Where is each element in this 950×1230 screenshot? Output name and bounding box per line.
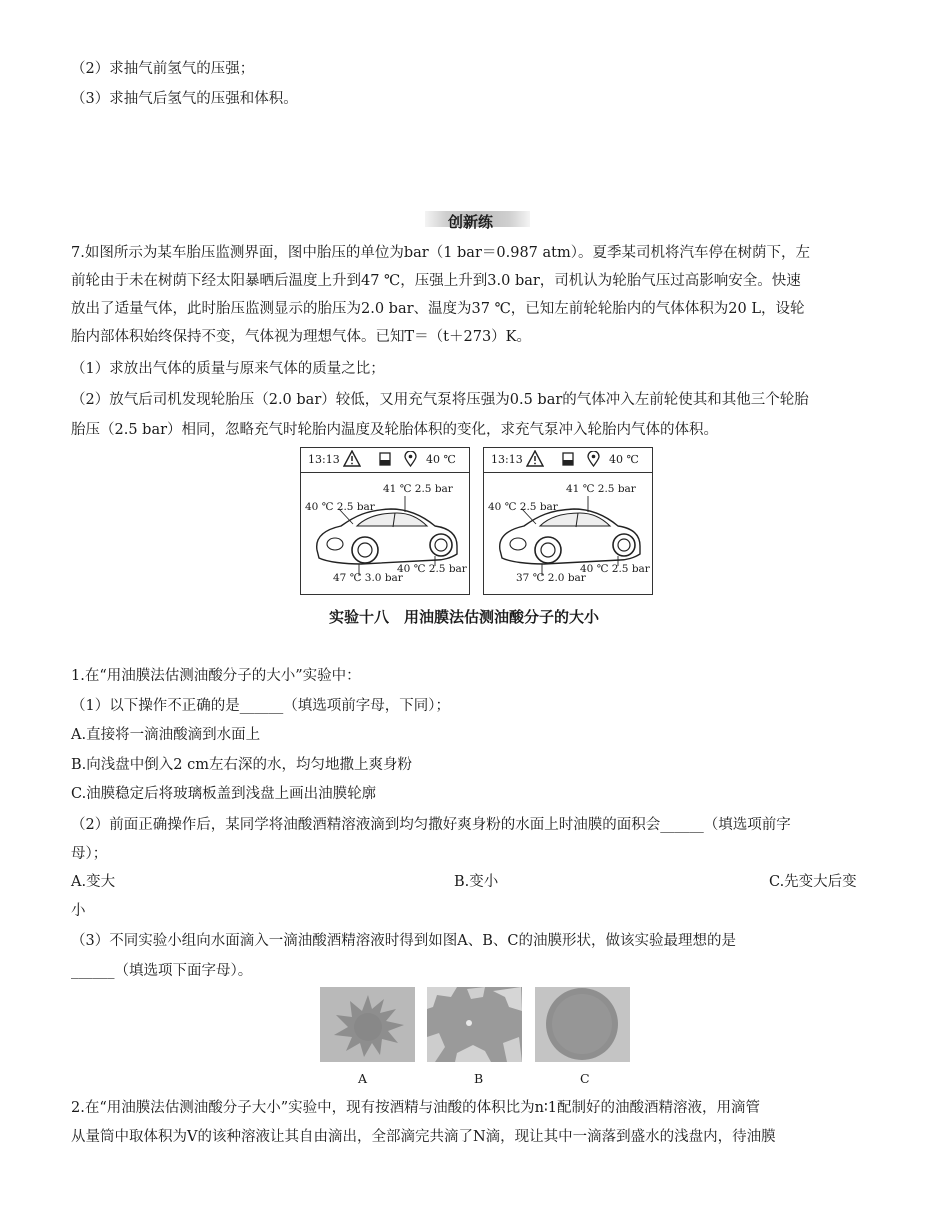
e1-choice-c: C.先变大后变 bbox=[769, 874, 857, 890]
q7-line-2: 前轮由于未在树荫下经太阳暴晒后温度上升到47 ℃，压强上升到3.0 bar，司机认为轮胎气压过高影响安全。快速 bbox=[71, 273, 801, 289]
prev-question-part-3: （3）求抽气后氢气的压强和体积。 bbox=[71, 91, 298, 107]
e1-choice-a: A.变大 bbox=[71, 874, 116, 890]
tpms-rear-left-reading: 40 ℃ 2.5 bar bbox=[488, 501, 558, 513]
tpms-rear-right-reading: 41 ℃ 2.5 bar bbox=[383, 483, 453, 495]
e2-line-2: 从量筒中取体积为V的该种溶液让其自由滴出，全部滴完共滴了N滴，现让其中一滴落到盛水的浅盘内，待油膜 bbox=[71, 1129, 776, 1145]
q7-line-1: 7.如图所示为某车胎压监测界面，图中胎压的单位为bar（1 bar＝0.987 atm）。夏季某司机将汽车停在树荫下，左 bbox=[71, 245, 810, 261]
e1-part-3-line-1: （3）不同实验小组向水面滴入一滴油酸酒精溶液时得到如图A、B、C的油膜形状，做该实验最理想的是 bbox=[71, 933, 736, 949]
q7-line-4: 胎内部体积始终保持不变，气体视为理想气体。已知T＝（t＋273）K。 bbox=[71, 329, 532, 345]
fuel-icon bbox=[379, 452, 391, 469]
location-pin-icon bbox=[404, 451, 417, 470]
photo-caption-a: A bbox=[358, 1071, 368, 1086]
e1-intro: 1.在“用油膜法估测油酸分子的大小”实验中： bbox=[71, 668, 361, 684]
e1-option-b: B.向浅盘中倒入2 cm左右深的水，均匀地撒上爽身粉 bbox=[71, 757, 412, 773]
tpms-time: 13:13 bbox=[308, 453, 340, 466]
e1-option-c: C.油膜稳定后将玻璃板盖到浅盘上画出油膜轮廓 bbox=[71, 786, 377, 802]
section-title-chuangxinlian: 创新练 bbox=[448, 213, 494, 231]
warning-icon bbox=[343, 450, 361, 470]
e1-part-1: （1）以下操作不正确的是______（填选项前字母，下同）； bbox=[71, 698, 450, 714]
tpms-outside-temp: 40 ℃ bbox=[609, 453, 639, 466]
location-pin-icon bbox=[587, 451, 600, 470]
photo-caption-b: B bbox=[474, 1071, 484, 1086]
e1-part-2-line-1: （2）前面正确操作后，某同学将油酸酒精溶液滴到均匀撒好爽身粉的水面上时油膜的面积会______（填选项前字 bbox=[71, 817, 791, 833]
section-title-experiment-18: 实验十八 用油膜法估测油酸分子的大小 bbox=[329, 608, 600, 626]
oil-film-photo-a bbox=[320, 987, 415, 1062]
e1-option-a: A.直接将一滴油酸滴到水面上 bbox=[71, 727, 261, 743]
q7-line-3: 放出了适量气体，此时胎压监测显示的胎压为2.0 bar、温度为37 ℃，已知左前轮轮胎内的气体体积为20 L，设轮 bbox=[71, 301, 805, 317]
e1-choice-b: B.变小 bbox=[454, 874, 499, 890]
q7-part-2-line-1: （2）放气后司机发现轮胎压（2.0 bar）较低，又用充气泵将压强为0.5 bar的气体冲入左前轮使其和其他三个轮胎 bbox=[71, 392, 809, 408]
tpms-panel-after bbox=[483, 447, 653, 595]
tpms-front-right-reading: 40 ℃ 2.5 bar bbox=[397, 563, 467, 575]
tpms-status-bar bbox=[301, 448, 469, 473]
tpms-time: 13:13 bbox=[491, 453, 523, 466]
tpms-front-right-reading: 40 ℃ 2.5 bar bbox=[580, 563, 650, 575]
oil-film-photo-c bbox=[535, 987, 630, 1062]
oil-film-photo-b bbox=[427, 987, 522, 1062]
e1-choice-c-wrap: 小 bbox=[71, 903, 86, 919]
prev-question-part-2: （2）求抽气前氢气的压强； bbox=[71, 61, 255, 77]
tpms-status-bar bbox=[484, 448, 652, 473]
warning-icon bbox=[526, 450, 544, 470]
photo-caption-c: C bbox=[580, 1071, 590, 1086]
tpms-outside-temp: 40 ℃ bbox=[426, 453, 456, 466]
e2-line-1: 2.在“用油膜法估测油酸分子大小”实验中，现有按酒精与油酸的体积比为n∶1配制好的油酸酒精溶液，用滴管 bbox=[71, 1100, 760, 1116]
tpms-front-left-reading: 37 ℃ 2.0 bar bbox=[516, 572, 586, 584]
tpms-rear-left-reading: 40 ℃ 2.5 bar bbox=[305, 501, 375, 513]
e1-part-2-line-2: 母）； bbox=[71, 846, 108, 862]
fuel-icon bbox=[562, 452, 574, 469]
tpms-panel-before bbox=[300, 447, 470, 595]
tpms-front-left-reading: 47 ℃ 3.0 bar bbox=[333, 572, 403, 584]
e1-part-3-line-2: ______（填选项下面字母）。 bbox=[71, 963, 253, 979]
q7-part-2-line-2: 胎压（2.5 bar）相同，忽略充气时轮胎内温度及轮胎体积的变化，求充气泵冲入轮胎内气体的体积。 bbox=[71, 422, 719, 438]
tpms-rear-right-reading: 41 ℃ 2.5 bar bbox=[566, 483, 636, 495]
q7-part-1: （1）求放出气体的质量与原来气体的质量之比； bbox=[71, 361, 385, 377]
